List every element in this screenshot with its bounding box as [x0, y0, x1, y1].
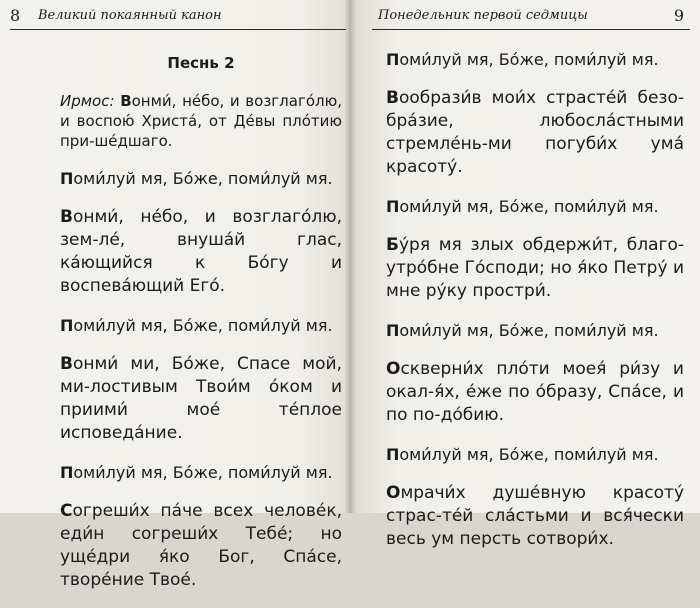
left-header-rule	[10, 29, 346, 30]
verse-paragraph	[60, 206, 342, 298]
right-page-header	[350, 4, 700, 30]
drop-initial: О	[386, 483, 401, 503]
left-page-header	[0, 4, 350, 30]
right-page-body	[386, 48, 684, 567]
verse-paragraph	[386, 482, 684, 551]
refrain-line	[386, 195, 684, 218]
drop-initial: П	[60, 463, 74, 482]
right-verses	[386, 48, 684, 551]
refrain-line	[60, 167, 342, 190]
drop-initial: С	[60, 501, 73, 521]
drop-initial: О	[386, 359, 401, 379]
refrain-line	[386, 48, 684, 71]
left-page-body	[60, 48, 342, 608]
verse-paragraph	[60, 353, 342, 445]
verse-text: у́ря мя злых обдержи́т, благо-утро́бне Го́споди; но я́ко Петру́ и мне ру́ку простри́.	[386, 235, 684, 301]
verse-text: огреши́х па́че всех челове́к, еди́н согреши́х Тебе́; но уще́дри я́ко Бог, Спа́се, творе́ние Твое́.	[60, 501, 342, 590]
drop-initial: П	[386, 321, 400, 340]
right-running-title: Понедельник первой седмицы	[378, 8, 588, 23]
refrain-line	[60, 461, 342, 484]
verse-text: ообрази́в мои́х страсте́й безо-бра́зие, любосла́стными стремле́нь-ми погуби́х ума́ красоту́.	[386, 88, 684, 177]
refrain-line	[60, 314, 342, 337]
refrain-line	[386, 443, 684, 466]
refrain-text: оми́луй мя, Бо́же, поми́луй мя.	[399, 50, 659, 69]
drop-initial: В	[60, 354, 73, 374]
drop-initial: П	[386, 197, 400, 216]
refrain-text: оми́луй мя, Бо́же, поми́луй мя.	[399, 197, 659, 216]
drop-initial: П	[60, 169, 74, 188]
refrain-text: оми́луй мя, Бо́же, поми́луй мя.	[399, 445, 659, 464]
refrain-text: оми́луй мя, Бо́же, поми́луй мя.	[73, 169, 333, 188]
drop-initial: В	[386, 88, 399, 108]
verse-paragraph	[386, 87, 684, 179]
drop-initial: В	[60, 207, 73, 227]
refrain-text: оми́луй мя, Бо́же, поми́луй мя.	[73, 463, 333, 482]
drop-initial: П	[386, 445, 400, 464]
drop-initial: П	[386, 50, 400, 69]
verse-text: онми́ ми, Бо́же, Спасе мой, ми-лостивым Твои́м о́ком и приими́ мое́ те́плое исповеда́ние.	[60, 354, 342, 443]
right-header-rule	[372, 29, 690, 30]
verse-paragraph	[386, 358, 684, 427]
refrain-text: оми́луй мя, Бо́же, поми́луй мя.	[399, 321, 659, 340]
irmos-text: онми́, не́бо, и возглаго́лю, и воспою́ Христа́, от Де́вы пло́тию при-ше́дшаго.	[60, 92, 342, 150]
verse-text: онми́, не́бо, и возглаго́лю, зем-ле́, внуша́й глас, ка́ющийся к Бо́гу и воспева́ющий Его́.	[60, 207, 342, 296]
right-page-number: 9	[673, 6, 684, 25]
verse-text: мрачи́х душе́вную красоту́ страс-те́й сла́стьми и вся́чески весь ум персть сотвори́х.	[386, 483, 684, 549]
verse-paragraph	[60, 500, 342, 592]
drop-initial: Б	[386, 235, 399, 255]
drop-initial: П	[60, 316, 74, 335]
left-page	[0, 0, 350, 590]
irmos-paragraph	[60, 91, 342, 151]
refrain-text: оми́луй мя, Бо́же, поми́луй мя.	[73, 316, 333, 335]
left-verses	[60, 167, 342, 592]
irmos-label: Ирмос:	[60, 92, 115, 110]
song-title: Песнь 2	[167, 54, 235, 72]
left-running-title: Великий покаянный канон	[38, 8, 222, 23]
irmos-initial: В	[120, 92, 132, 110]
left-page-number: 8	[10, 6, 21, 25]
verse-text: скверни́х пло́ти моея́ ри́зу и окал-я́х, е́же по о́бразу, Спа́се, и по по-до́бию.	[386, 359, 684, 425]
verse-paragraph	[386, 234, 684, 303]
refrain-line	[386, 319, 684, 342]
right-page	[350, 0, 700, 549]
